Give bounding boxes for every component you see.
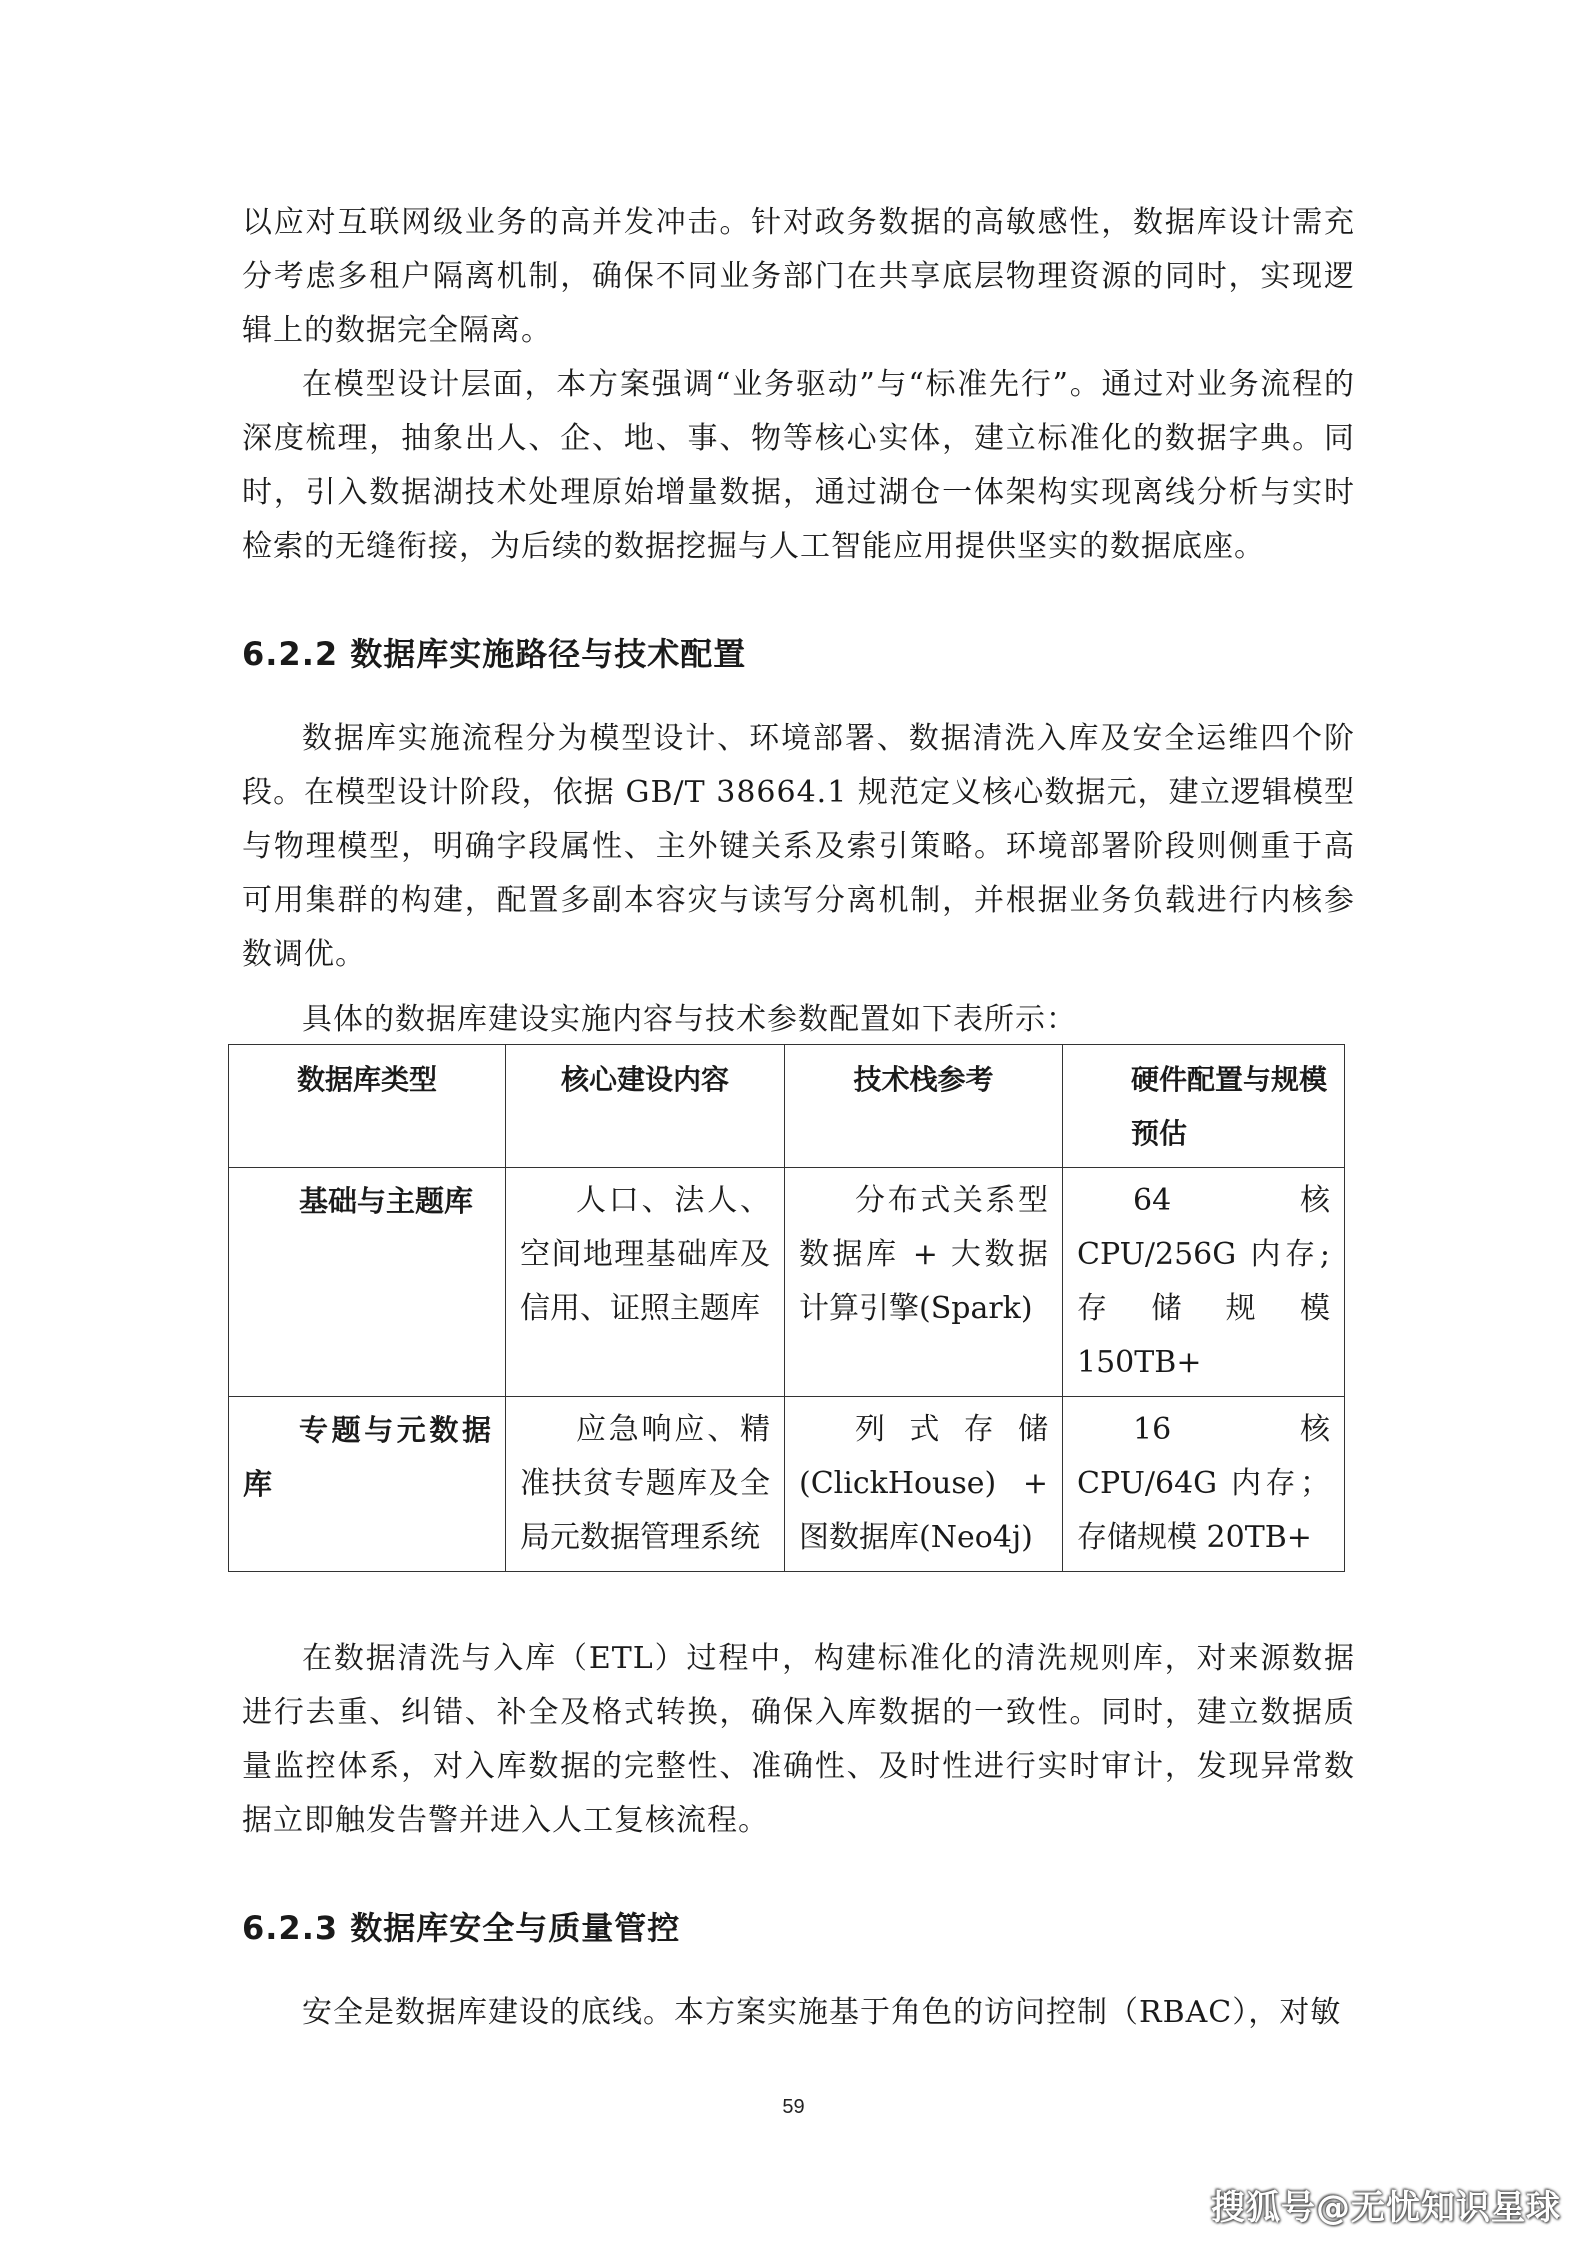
cell-db-type: 基础与主题库 [229,1168,506,1397]
page-number: 59 [782,2096,805,2118]
paragraph-security: 安全是数据库建设的底线。本方案实施基于角色的访问控制（RBAC），对敏 [302,1995,1342,2030]
cell-core-content: 应急响应、精准扶贫专题库及全局元数据管理系统 [506,1397,785,1572]
cell-tech-stack: 列式存储(ClickHouse) + 图数据库(Neo4j) [785,1397,1063,1572]
database-spec-table [228,1044,1345,1572]
table-row [229,1397,1345,1572]
table-row [229,1168,1345,1397]
watermark: 搜狐号@无忧知识星球 [1211,2188,1561,2228]
cell-tech-stack: 分布式关系型数据库 + 大数据计算引擎(Spark) [785,1168,1063,1397]
paragraph-etl: 在数据清洗与入库（ETL）过程中，构建标准化的清洗规则库，对来源数据进行去重、纠错、补全及格式转换，确保入库数据的一致性。同时，建立数据质量监控体系，对入库数据的完整性、准确性、及时性进行实时审计，发现异常数据立即触发告警并进入人工复核流程。 [242,1641,1355,1838]
section-heading-6-2-3: 6.2.3 数据库安全与质量管控 [242,1909,681,1947]
cell-core-content: 人口、法人、空间地理基础库及信用、证照主题库 [506,1168,785,1397]
paragraph-model-design: 在模型设计层面，本方案强调“业务驱动”与“标准先行”。通过对业务流程的深度梳理，抽象出人、企、地、事、物等核心实体，建立标准化的数据字典。同时，引入数据湖技术处理原始增量数据，通过湖仓一体架构实现离线分析与实时检索的无缝衔接，为后续的数据挖掘与人工智能应用提供坚实的数据底座。 [242,367,1355,564]
paragraph-implementation-flow: 数据库实施流程分为模型设计、环境部署、数据清洗入库及安全运维四个阶段。在模型设计阶段，依据 GB/T 38664.1 规范定义核心数据元，建立逻辑模型与物理模型，明确字段属性、主外键关系及索引策略。环境部署阶段则侧重于高可用集群的构建，配置多副本容灾与读写分离机制，并根据业务负载进行内核参数调优。 [242,721,1355,972]
cell-db-type: 专题与元数据库 [229,1397,506,1572]
table-header-row [229,1045,1345,1168]
cell-hardware: 64 核 CPU/256G 内存;存储规模 150TB+ [1063,1168,1345,1397]
header-db-type: 数据库类型 [229,1045,506,1168]
header-tech-stack: 技术栈参考 [785,1045,1063,1168]
paragraph-continuation: 以应对互联网级业务的高并发冲击。针对政务数据的高敏感性，数据库设计需充分考虑多租户隔离机制，确保不同业务部门在共享底层物理资源的同时，实现逻辑上的数据完全隔离。 [242,205,1355,348]
header-core-content: 核心建设内容 [506,1045,785,1168]
cell-hardware: 16 核 CPU/64G 内存；存储规模 20TB+ [1063,1397,1345,1572]
section-heading-6-2-2: 6.2.2 数据库实施路径与技术配置 [242,635,747,673]
table-intro: 具体的数据库建设实施内容与技术参数配置如下表所示： [302,1002,1077,1037]
header-hardware: 硬件配置与规模预估 [1063,1045,1345,1168]
page-content [242,196,1355,2040]
